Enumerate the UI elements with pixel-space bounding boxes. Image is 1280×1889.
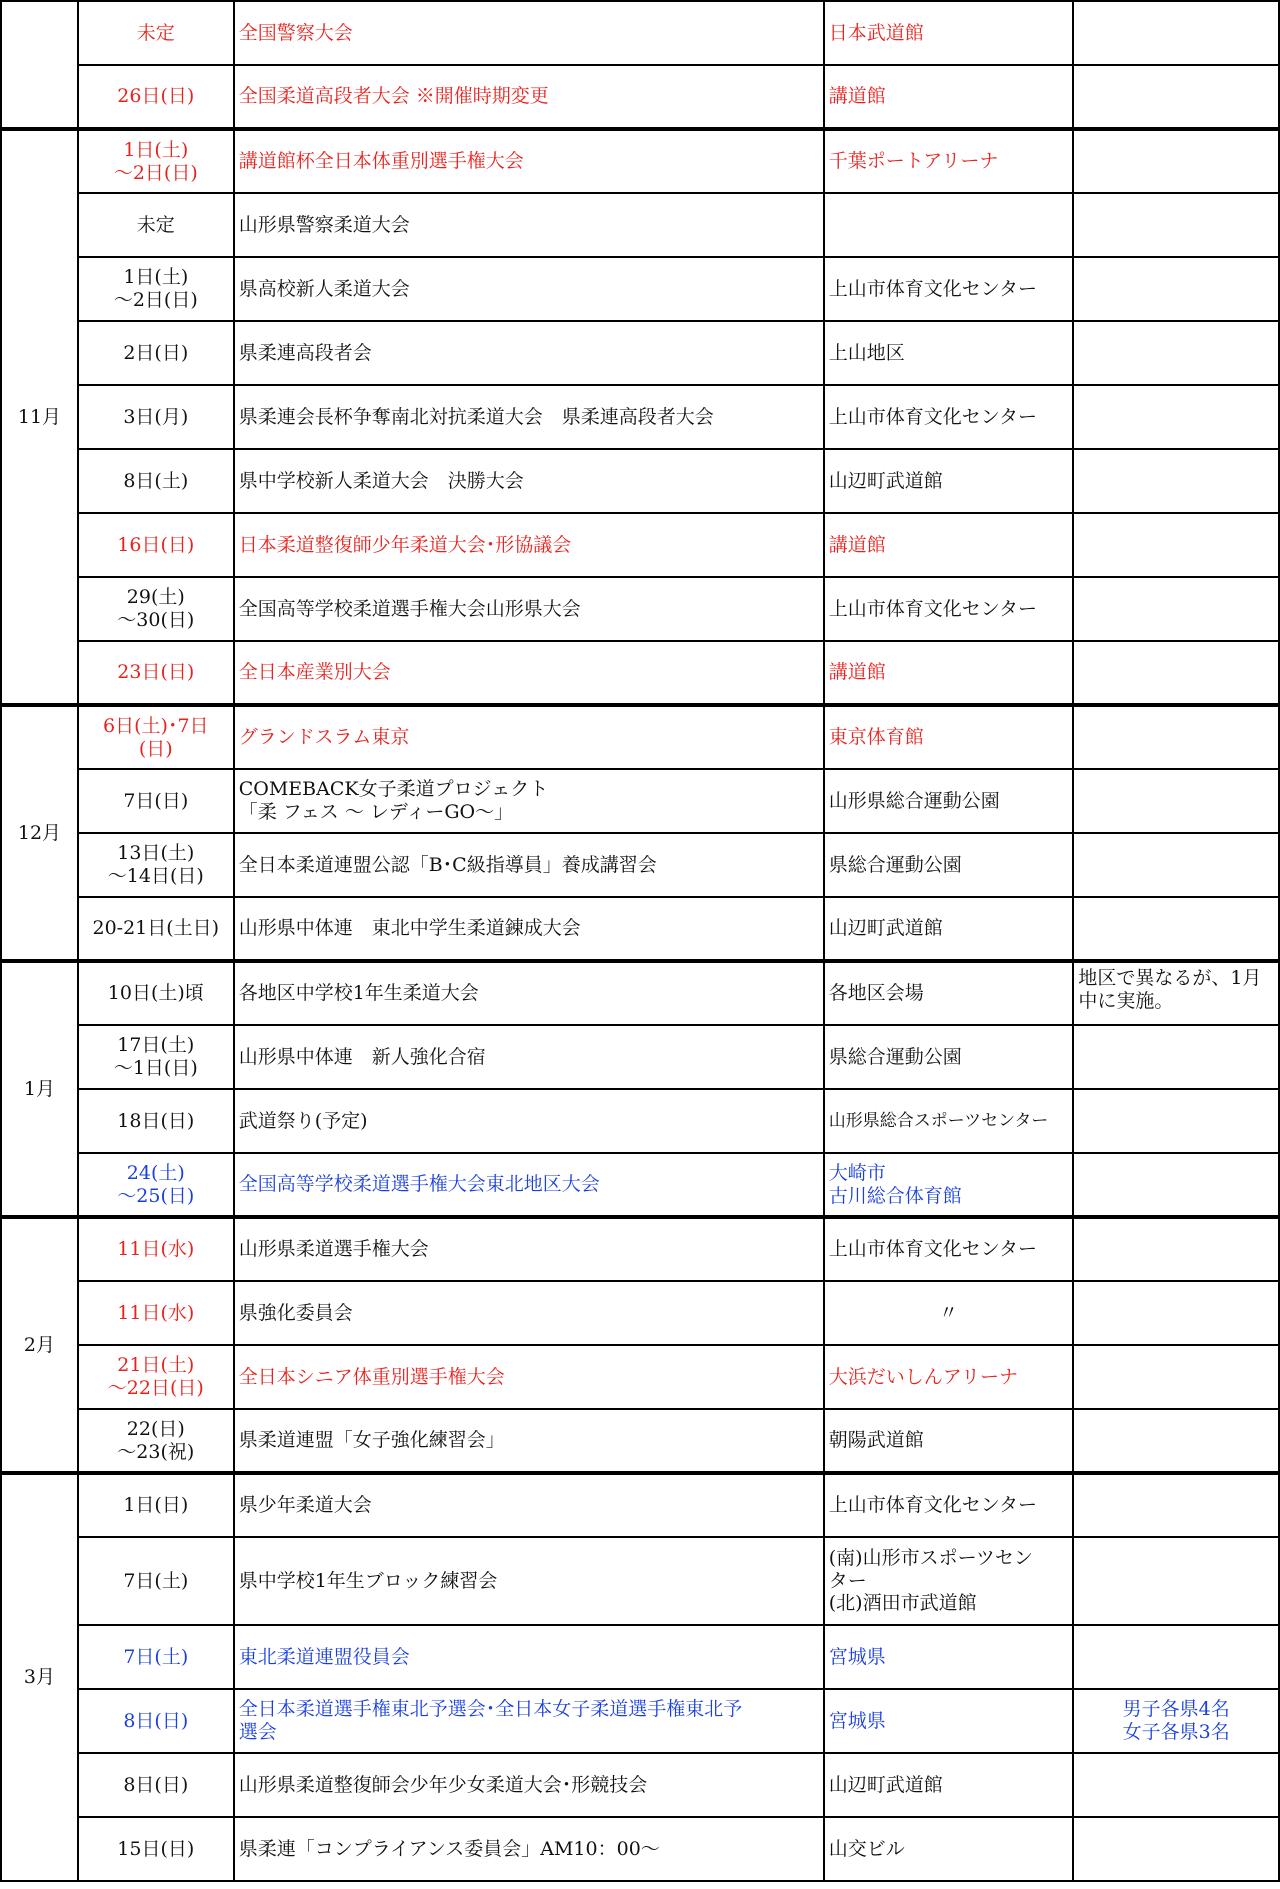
table-row <box>1 321 1279 385</box>
table-row <box>1 1817 1279 1881</box>
date-cell: 未定 <box>78 193 234 257</box>
table-row <box>1 641 1279 705</box>
note-cell <box>1073 257 1279 321</box>
date-cell: 22(日) ～23(祝) <box>78 1409 234 1473</box>
table-row <box>1 385 1279 449</box>
event-cell: 全国高等学校柔道選手権大会東北地区大会 <box>234 1153 824 1217</box>
venue-cell: 朝陽武道館 <box>824 1409 1074 1473</box>
date-cell: 29(土) ～30(日) <box>78 577 234 641</box>
note-cell <box>1073 1753 1279 1817</box>
note-cell <box>1073 321 1279 385</box>
venue-cell: 大浜だいしんアリーナ <box>824 1345 1074 1409</box>
note-cell <box>1073 897 1279 961</box>
table-row <box>1 1089 1279 1153</box>
venue-cell: 上山市体育文化センター <box>824 577 1074 641</box>
date-cell: 26日(日) <box>78 65 234 129</box>
note-cell <box>1073 513 1279 577</box>
note-cell <box>1073 641 1279 705</box>
note-cell <box>1073 1409 1279 1473</box>
table-row <box>1 257 1279 321</box>
note-cell <box>1073 1281 1279 1345</box>
note-cell <box>1073 1537 1279 1625</box>
table-row <box>1 1473 1279 1537</box>
note-cell <box>1073 833 1279 897</box>
event-cell: 講道館杯全日本体重別選手権大会 <box>234 129 824 193</box>
note-cell <box>1073 129 1279 193</box>
event-cell: グランドスラム東京 <box>234 705 824 769</box>
venue-cell: 山辺町武道館 <box>824 449 1074 513</box>
event-cell: 県柔連「コンプライアンス委員会」AM10：00～ <box>234 1817 824 1881</box>
date-cell: 15日(日) <box>78 1817 234 1881</box>
venue-cell: 山形県総合運動公園 <box>824 769 1074 833</box>
venue-cell: 上山市体育文化センター <box>824 257 1074 321</box>
event-cell: 県中学校1年生ブロック練習会 <box>234 1537 824 1625</box>
event-cell: 県少年柔道大会 <box>234 1473 824 1537</box>
venue-cell: 山辺町武道館 <box>824 1753 1074 1817</box>
event-cell: 武道祭り(予定) <box>234 1089 824 1153</box>
note-cell <box>1073 705 1279 769</box>
table-row <box>1 961 1279 1025</box>
date-cell: 18日(日) <box>78 1089 234 1153</box>
table-row <box>1 129 1279 193</box>
venue-cell: 日本武道館 <box>824 1 1074 65</box>
venue-cell: 大崎市 古川総合体育館 <box>824 1153 1074 1217</box>
event-cell: 山形県柔道整復師会少年少女柔道大会･形競技会 <box>234 1753 824 1817</box>
date-cell: 11日(水) <box>78 1217 234 1281</box>
event-cell: 県柔連高段者会 <box>234 321 824 385</box>
table-row <box>1 833 1279 897</box>
month-cell: 3月 <box>1 1473 78 1881</box>
table-row <box>1 513 1279 577</box>
event-cell: 県柔連会長杯争奪南北対抗柔道大会 県柔連高段者大会 <box>234 385 824 449</box>
table-row <box>1 1409 1279 1473</box>
date-cell: 23日(日) <box>78 641 234 705</box>
event-cell: 全日本シニア体重別選手権大会 <box>234 1345 824 1409</box>
note-cell <box>1073 1 1279 65</box>
note-cell <box>1073 1089 1279 1153</box>
date-cell: 7日(土) <box>78 1537 234 1625</box>
table-row <box>1 65 1279 129</box>
note-cell <box>1073 193 1279 257</box>
table-row <box>1 769 1279 833</box>
table-row <box>1 449 1279 513</box>
note-cell <box>1073 65 1279 129</box>
note-cell <box>1073 1817 1279 1881</box>
venue-cell: 宮城県 <box>824 1625 1074 1689</box>
table-row <box>1 1 1279 65</box>
event-cell: 全国警察大会 <box>234 1 824 65</box>
venue-cell: 上山市体育文化センター <box>824 385 1074 449</box>
venue-cell: 千葉ポートアリーナ <box>824 129 1074 193</box>
venue-cell: 山形県総合スポーツセンター <box>824 1089 1074 1153</box>
table-row <box>1 577 1279 641</box>
event-cell: 全国高等学校柔道選手権大会山形県大会 <box>234 577 824 641</box>
venue-cell: 県総合運動公園 <box>824 833 1074 897</box>
date-cell: 3日(月) <box>78 385 234 449</box>
venue-cell: 講道館 <box>824 65 1074 129</box>
table-row <box>1 1753 1279 1817</box>
month-cell: 12月 <box>1 705 78 961</box>
note-cell <box>1073 1217 1279 1281</box>
venue-cell <box>824 193 1074 257</box>
date-cell: 17日(土) ～1日(日) <box>78 1025 234 1089</box>
date-cell: 7日(土) <box>78 1625 234 1689</box>
table-row <box>1 1537 1279 1625</box>
table-row <box>1 193 1279 257</box>
venue-cell: 上山市体育文化センター <box>824 1473 1074 1537</box>
event-cell: 山形県中体連 東北中学生柔道錬成大会 <box>234 897 824 961</box>
table-row <box>1 1281 1279 1345</box>
table-row <box>1 897 1279 961</box>
event-cell: 山形県警察柔道大会 <box>234 193 824 257</box>
venue-cell: 講道館 <box>824 513 1074 577</box>
event-cell: 県高校新人柔道大会 <box>234 257 824 321</box>
venue-cell: 上山市体育文化センター <box>824 1217 1074 1281</box>
date-cell: 1日(土) ～2日(日) <box>78 129 234 193</box>
month-cell: 11月 <box>1 129 78 705</box>
month-cell: 2月 <box>1 1217 78 1473</box>
event-cell: 各地区中学校1年生柔道大会 <box>234 961 824 1025</box>
date-cell: 1日(日) <box>78 1473 234 1537</box>
venue-cell: 県総合運動公園 <box>824 1025 1074 1089</box>
venue-cell: 上山地区 <box>824 321 1074 385</box>
date-cell: 2日(日) <box>78 321 234 385</box>
event-cell: 山形県柔道選手権大会 <box>234 1217 824 1281</box>
venue-cell: 山交ビル <box>824 1817 1074 1881</box>
venue-cell: 講道館 <box>824 641 1074 705</box>
venue-cell: 〃 <box>824 1281 1074 1345</box>
date-cell: 8日(土) <box>78 449 234 513</box>
table-row <box>1 1025 1279 1089</box>
table-row <box>1 1625 1279 1689</box>
note-cell <box>1073 1625 1279 1689</box>
note-cell <box>1073 769 1279 833</box>
note-cell <box>1073 1025 1279 1089</box>
date-cell: 未定 <box>78 1 234 65</box>
note-cell <box>1073 1473 1279 1537</box>
event-cell: 日本柔道整復師少年柔道大会･形協議会 <box>234 513 824 577</box>
event-cell: 東北柔道連盟役員会 <box>234 1625 824 1689</box>
note-cell <box>1073 1153 1279 1217</box>
date-cell: 24(土) ～25(日) <box>78 1153 234 1217</box>
table-row <box>1 1153 1279 1217</box>
event-cell: 県中学校新人柔道大会 決勝大会 <box>234 449 824 513</box>
date-cell: 10日(土)頃 <box>78 961 234 1025</box>
table-row <box>1 1345 1279 1409</box>
date-cell: 11日(水) <box>78 1281 234 1345</box>
venue-cell: 各地区会場 <box>824 961 1074 1025</box>
note-cell: 地区で異なるが、1月 中に実施。 <box>1073 961 1279 1025</box>
date-cell: 13日(土) ～14日(日) <box>78 833 234 897</box>
month-cell: 1月 <box>1 961 78 1217</box>
table-row <box>1 1689 1279 1753</box>
event-cell: 県柔道連盟「女子強化練習会」 <box>234 1409 824 1473</box>
note-cell <box>1073 577 1279 641</box>
venue-cell: 宮城県 <box>824 1689 1074 1753</box>
date-cell: 7日(日) <box>78 769 234 833</box>
date-cell: 1日(土) ～2日(日) <box>78 257 234 321</box>
date-cell: 8日(日) <box>78 1753 234 1817</box>
venue-cell: 東京体育館 <box>824 705 1074 769</box>
venue-cell: (南)山形市スポーツセン ター (北)酒田市武道館 <box>824 1537 1074 1625</box>
date-cell: 6日(土)･7日 (日) <box>78 705 234 769</box>
event-cell: 山形県中体連 新人強化合宿 <box>234 1025 824 1089</box>
event-cell: COMEBACK女子柔道プロジェクト 「柔 フェス ～ レディーGO～」 <box>234 769 824 833</box>
table-row <box>1 705 1279 769</box>
note-cell: 男子各県4名 女子各県3名 <box>1073 1689 1279 1753</box>
date-cell: 16日(日) <box>78 513 234 577</box>
note-cell <box>1073 385 1279 449</box>
event-cell: 全国柔道高段者大会 ※開催時期変更 <box>234 65 824 129</box>
date-cell: 8日(日) <box>78 1689 234 1753</box>
event-cell: 県強化委員会 <box>234 1281 824 1345</box>
venue-cell: 山辺町武道館 <box>824 897 1074 961</box>
note-cell <box>1073 1345 1279 1409</box>
date-cell: 20-21日(土日) <box>78 897 234 961</box>
date-cell: 21日(土) ～22日(日) <box>78 1345 234 1409</box>
event-cell: 全日本産業別大会 <box>234 641 824 705</box>
event-cell: 全日本柔道選手権東北予選会･全日本女子柔道選手権東北予 選会 <box>234 1689 824 1753</box>
month-cell <box>1 1 78 129</box>
event-cell: 全日本柔道連盟公認「B･C級指導員」養成講習会 <box>234 833 824 897</box>
table-row <box>1 1217 1279 1281</box>
note-cell <box>1073 449 1279 513</box>
